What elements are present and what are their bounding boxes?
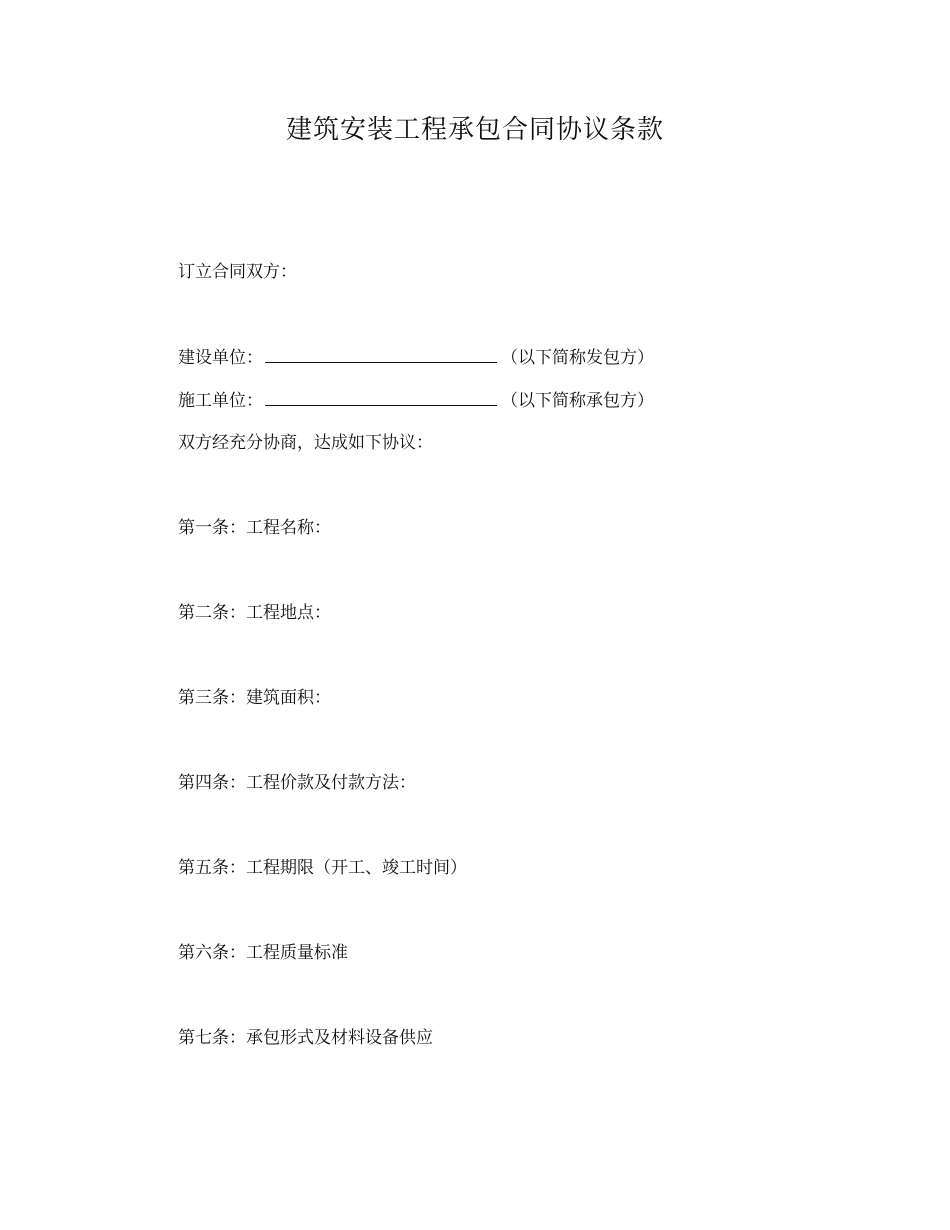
article-6: 第六条：工程质量标准 [178, 943, 348, 963]
article-5: 第五条：工程期限（开工、竣工时间） [178, 858, 467, 878]
party-label: 施工单位： [178, 391, 263, 411]
party-label: 建设单位： [178, 348, 263, 368]
party-line-contractor [178, 388, 654, 413]
fill-in-blank [265, 388, 497, 406]
party-note: （以下简称发包方） [501, 348, 654, 368]
document-title: 建筑安装工程承包合同协议条款 [285, 115, 664, 145]
article-7: 第七条：承包形式及材料设备供应 [178, 1028, 433, 1048]
intro-line: 订立合同双方： [178, 262, 297, 282]
article-1: 第一条：工程名称： [178, 518, 331, 538]
article-2: 第二条：工程地点： [178, 603, 331, 623]
article-4: 第四条：工程价款及付款方法： [178, 773, 416, 793]
fill-in-blank [265, 345, 497, 363]
article-3: 第三条：建筑面积： [178, 688, 331, 708]
party-line-client [178, 345, 654, 370]
agreement-line: 双方经充分协商，达成如下协议： [178, 433, 433, 453]
party-note: （以下简称承包方） [501, 391, 654, 411]
